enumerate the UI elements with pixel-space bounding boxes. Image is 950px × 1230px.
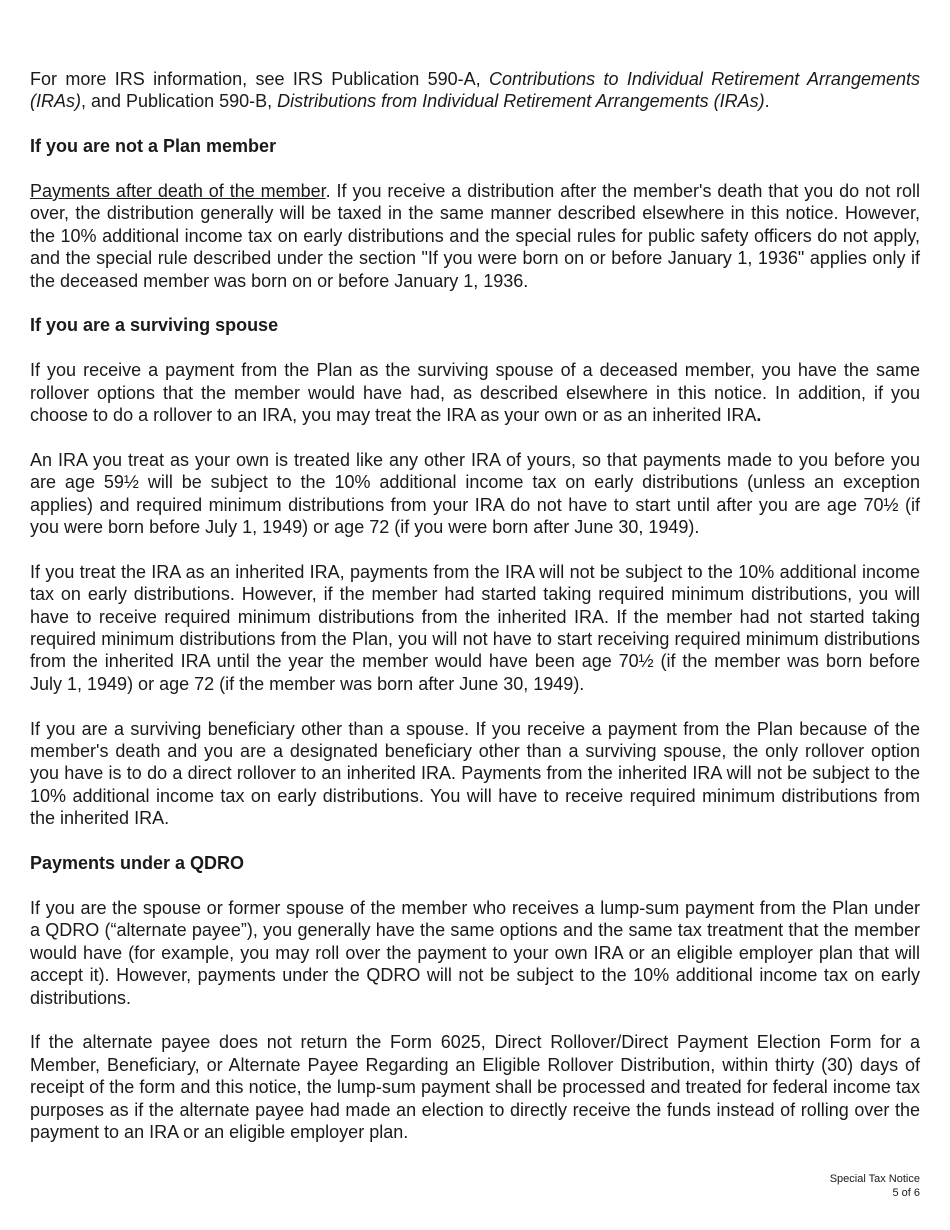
- spouse-paragraph-1-end: .: [756, 405, 762, 426]
- document-body: [30, 68, 920, 1166]
- publication-590b-title: Distributions from Individual Retirement Arrangements (IRAs): [277, 91, 765, 112]
- death-payments-title: Payments after death of the member: [30, 181, 326, 201]
- publication-590a-title: Contributions to Individual Retirement Arrangements (IRAs): [30, 69, 920, 112]
- footer-title: Special Tax Notice: [829, 1173, 920, 1185]
- nonspouse-beneficiary-paragraph: If you are a surviving beneficiary other than a spouse. If you receive a payment from the Plan because of the member's death and you are a designated beneficiary other than a surviving spouse, the only rollover option you have is to do a direct rollover to an inherited IRA. Payments from the inherited IRA will not be subject to the 10% additional income tax on early distributions. You will have to receive required minimum distributions from the inherited IRA.: [30, 718, 920, 829]
- death-payments-body: . If you receive a distribution after the member's death that you do not roll over, the distribution generally will be taxed in the same manner described elsewhere in this notice. However, the 10% additional income tax on early distributions and the special rules for public safety officers do not apply, and the special rule described under the section "If you were born on or before January 1, 1936" applies only if the deceased member was born on or before January 1, 1936.: [30, 181, 920, 291]
- page-footer: [830, 1173, 920, 1200]
- page-number: 5 of 6: [892, 1186, 920, 1199]
- not-member-heading: If you are not a Plan member: [30, 136, 277, 157]
- intro-text-connector: , and Publication 590-B,: [81, 91, 278, 112]
- spouse-paragraph-2: An IRA you treat as your own is treated like any other IRA of yours, so that payments made to you before you are age 59½ will be subject to the 10% additional income tax on early distributions (unless an exception applies) and required minimum distributions from your IRA do not have to start until after you are age 70½ (if you were born before July 1, 1949) or age 72 (if you were born after June 30, 1949).: [30, 449, 920, 538]
- surviving-spouse-heading: If you are a surviving spouse: [30, 315, 279, 336]
- intro-period: .: [764, 91, 770, 112]
- spouse-paragraph-1: [30, 359, 920, 426]
- qdro-paragraph-1: If you are the spouse or former spouse of the member who receives a lump-sum payment from the Plan under a QDRO (“alternate payee”), you generally have the same options and the same tax treatment that the member would have (for example, you may roll over the payment to your own IRA or an eligible employer plan that will accept it). However, payments under the QDRO will not be subject to the 10% additional income tax on early distributions.: [30, 897, 920, 1008]
- intro-text: For more IRS information, see IRS Publication 590-A,: [30, 69, 490, 89]
- qdro-heading: Payments under a QDRO: [30, 853, 245, 874]
- qdro-paragraph-2: If the alternate payee does not return the Form 6025, Direct Rollover/Direct Payment Election Form for a Member, Beneficiary, or Alternate Payee Regarding an Eligible Rollover Distribution, within thirty (30) days of receipt of the form and this notice, the lump-sum payment shall be processed and treated for federal income tax purposes as if the alternate payee had made an election to directly receive the funds instead of rolling over the payment to an IRA or an eligible employer plan.: [30, 1032, 920, 1142]
- spouse-paragraph-3: If you treat the IRA as an inherited IRA, payments from the IRA will not be subject to the 10% additional income tax on early distributions. However, if the member had started taking required minimum distributions, you will have to receive required minimum distributions from the inherited IRA. If the member had not started taking required minimum distributions from the Plan, you will not have to start receiving required minimum distributions from the inherited IRA until the year the member would have been age 70½ (if the member was born before July 1, 1949) or age 72 (if the member was born after June 30, 1949).: [30, 561, 920, 694]
- intro-paragraph: [30, 68, 920, 113]
- death-payments-paragraph: [30, 180, 920, 292]
- spouse-paragraph-1-text: If you receive a payment from the Plan as the surviving spouse of a deceased member, you have the same rollover options that the member would have had, as described elsewhere in this notice. In addition, if you choose to do a rollover to an IRA, you may treat the IRA as your own or as an inherited IRA: [30, 360, 920, 426]
